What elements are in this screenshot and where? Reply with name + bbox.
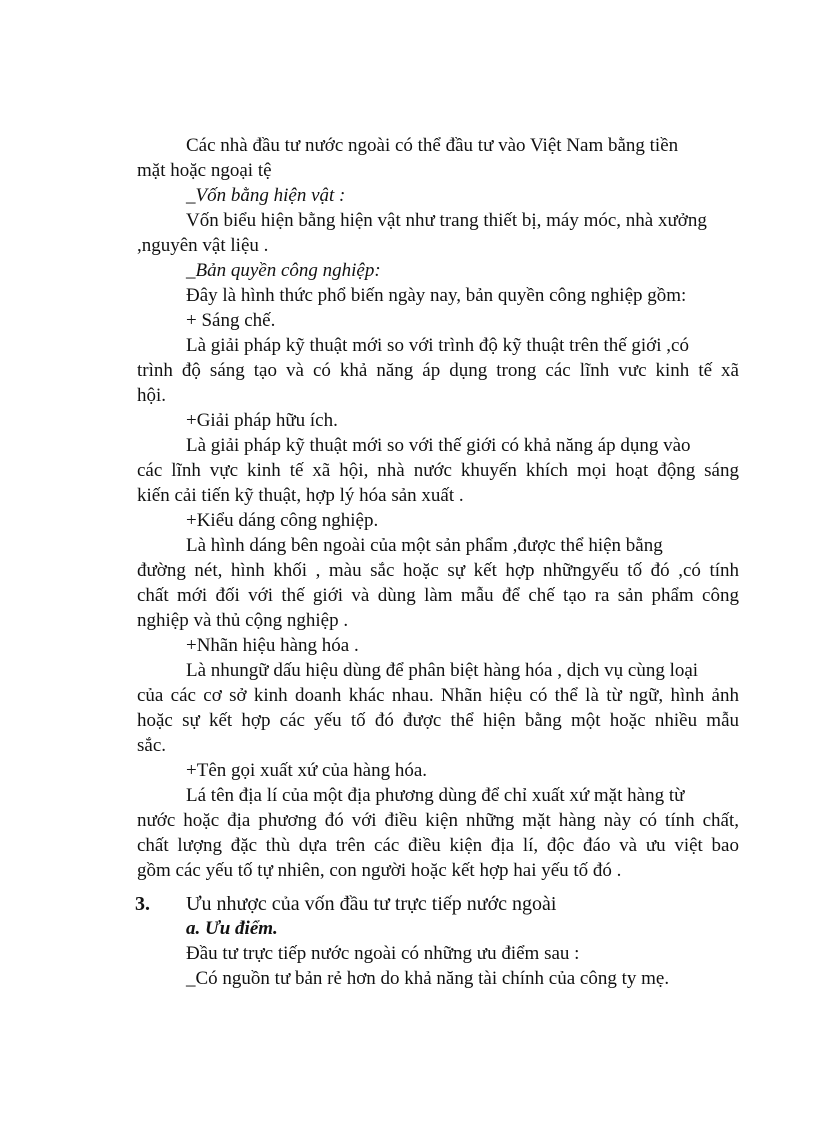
list-item-invention: + Sáng chế. — [186, 310, 276, 331]
paragraph-line: kiến cải tiến kỹ thuật, hợp lý hóa sản xuất . — [137, 485, 464, 506]
list-item-utility-solution: +Giải pháp hữu ích. — [186, 410, 338, 431]
paragraph-line: nước hoặc địa phương đó với điều kiện những mặt hàng này có tính chất, — [137, 810, 739, 831]
paragraph-line: Lá tên địa lí của một địa phương dùng để chỉ xuất xứ mặt hàng từ — [186, 785, 685, 806]
paragraph-line: chất lượng đặc thù dựa trên các điều kiện địa lí, độc đáo và ưu việt bao — [137, 835, 739, 856]
paragraph-line: các lĩnh vực kinh tế xã hội, nhà nước khuyến khích mọi hoạt động sáng — [137, 460, 739, 481]
paragraph-line: nghiệp và thủ cộng nghiệp . — [137, 610, 349, 631]
paragraph-line: Đây là hình thức phổ biến ngày nay, bản quyền công nghiệp gồm: — [186, 285, 687, 306]
paragraph-line: đường nét, hình khối , màu sắc hoặc sự kết hợp nhữngyếu tố đó ,có tính — [137, 560, 739, 581]
paragraph-line: Các nhà đầu tư nước ngoài có thể đầu tư vào Việt Nam bằng tiền — [186, 135, 679, 156]
list-item-trademark: +Nhãn hiệu hàng hóa . — [186, 635, 359, 656]
section-title: Ưu nhược của vốn đầu tư trực tiếp nước ngoài — [186, 893, 557, 915]
paragraph-line: trình độ sáng tạo và có khả năng áp dụng trong các lĩnh vưc kinh tế xã — [137, 360, 739, 381]
subsection-heading-advantages: a. Ưu điểm. — [186, 918, 278, 939]
subheading-capital-in-kind: _Vốn bằng hiện vật : — [186, 185, 346, 206]
paragraph-line: Là giải pháp kỹ thuật mới so với trình độ kỹ thuật trên thế giới ,có — [186, 335, 689, 356]
paragraph-line: gồm các yếu tố tự nhiên, con người hoặc kết hợp hai yếu tố đó . — [137, 860, 622, 881]
paragraph-line: ,nguyên vật liệu . — [137, 235, 269, 256]
list-item-origin-name: +Tên gọi xuất xứ của hàng hóa. — [186, 760, 428, 781]
subheading-industrial-property: _Bản quyền công nghiệp: — [186, 260, 381, 281]
paragraph-line: Là giải pháp kỹ thuật mới so với thế giới có khả năng áp dụng vào — [186, 435, 691, 456]
paragraph-line: Đầu tư trực tiếp nước ngoài có những ưu điểm sau : — [186, 943, 580, 964]
paragraph-line: Là nhungữ dấu hiệu dùng để phân biệt hàng hóa , dịch vụ cùng loại — [186, 660, 699, 681]
list-item-industrial-design: +Kiểu dáng công nghiệp. — [186, 510, 379, 531]
paragraph-line: mặt hoặc ngoại tệ — [137, 160, 272, 181]
paragraph-line: Là hình dáng bên ngoài của một sản phẩm ,được thể hiện bằng — [186, 535, 663, 556]
paragraph-line: hoặc sự kết hợp các yếu tố đó được thể hiện bằng một hoặc nhiều mẫu — [137, 710, 739, 731]
paragraph-line: Vốn biểu hiện bằng hiện vật như trang thiết bị, máy móc, nhà xưởng — [186, 210, 707, 231]
paragraph-line: hội. — [137, 385, 167, 406]
paragraph-line: sắc. — [137, 735, 167, 756]
paragraph-line: chất mới đối với thế giới và dùng làm mẫu để chế tạo ra sản phẩm công — [137, 585, 739, 606]
paragraph-line: của các cơ sở kinh doanh khác nhau. Nhãn hiệu có thể là từ ngữ, hình ảnh — [137, 685, 739, 706]
paragraph-line: _Có nguồn tư bản rẻ hơn do khả năng tài chính của công ty mẹ. — [186, 968, 670, 989]
section-number: 3. — [135, 893, 150, 915]
